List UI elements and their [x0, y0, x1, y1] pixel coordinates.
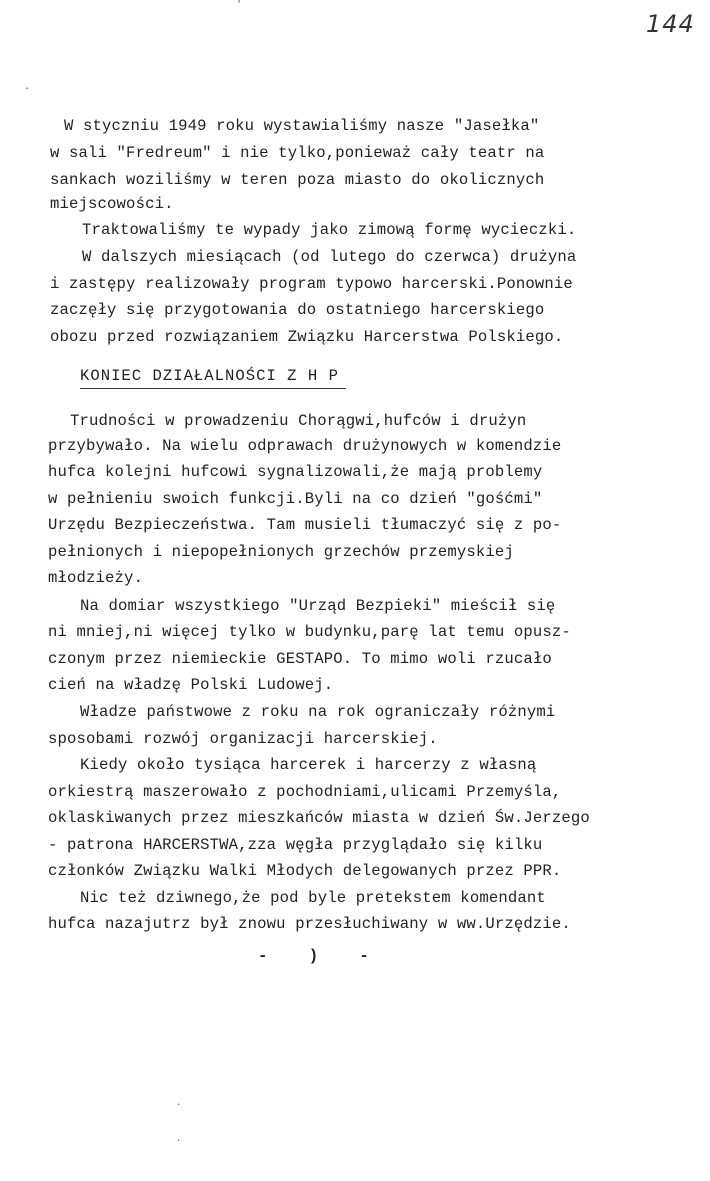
- text-line: W dalszych miesiącach (od lutego do czerwca) drużyna: [82, 248, 577, 266]
- text-line: przybywało. Na wielu odprawach drużynowych w komendzie: [48, 437, 562, 455]
- text-line: czonym przez niemieckie GESTAPO. To mimo woli rzucało: [48, 650, 552, 668]
- text-line: w sali "Fredreum" i nie tylko,ponieważ cały teatr na: [50, 144, 545, 162]
- text-line: orkiestrą maszerowało z pochodniami,ulicami Przemyśla,: [48, 783, 562, 801]
- text-line: młodzieży.: [48, 569, 144, 587]
- text-line: członków Związku Walki Młodych delegowanych przez PPR.: [48, 862, 562, 880]
- text-line: w pełnieniu swoich funkcji.Byli na co dzień "gośćmi": [48, 490, 543, 508]
- page-number: 144: [646, 10, 695, 38]
- text-line: obozu przed rozwiązaniem Związku Harcerstwa Polskiego.: [50, 328, 564, 346]
- text-line: i zastępy realizowały program typowo harcerski.Ponownie: [50, 275, 573, 293]
- stray-mark: ·: [24, 84, 31, 95]
- text-line: Traktowaliśmy te wypady jako zimową formę wycieczki.: [82, 221, 577, 239]
- text-line: Kiedy około tysiąca harcerek i harcerzy z własną: [80, 756, 537, 774]
- section-heading: KONIEC DZIAŁALNOŚCI Z H P: [80, 367, 339, 385]
- text-line: Nic też dziwnego,że pod byle pretekstem komendant: [80, 889, 546, 907]
- text-line: hufca kolejni hufcowi sygnalizowali,że mają problemy: [48, 463, 543, 481]
- text-line: zaczęły się przygotowania do ostatniego harcerskiego: [50, 301, 545, 319]
- stray-mark: ·: [176, 1136, 182, 1146]
- text-line: Na domiar wszystkiego "Urząd Bezpieki" mieścił się: [80, 597, 556, 615]
- text-line: miejscowości.: [50, 195, 174, 213]
- text-line: ni mniej,ni więcej tylko w budynku,parę lat temu opusz-: [48, 623, 571, 641]
- text-line: Urzędu Bezpieczeństwa. Tam musieli tłumaczyć się z po-: [48, 516, 562, 534]
- text-line: pełnionych i niepopełnionych grzechów przemyskiej: [48, 543, 514, 561]
- text-line: - patrona HARCERSTWA,zza węgła przyglądało się kilku: [48, 836, 543, 854]
- heading-underline: [80, 388, 346, 389]
- stray-mark: ·: [176, 1100, 182, 1110]
- text-line: Trudności w prowadzeniu Chorągwi,hufców i drużyn: [70, 412, 527, 430]
- text-line: sankach woziliśmy w teren poza miasto do okolicznych: [50, 171, 545, 189]
- text-line: hufca nazajutrz był znowu przesłuchiwany w ww.Urzędzie.: [48, 915, 571, 933]
- closing-mark: - ) -: [258, 947, 385, 965]
- text-line: sposobami rozwój organizacji harcerskiej.: [48, 730, 438, 748]
- text-line: oklaskiwanych przez mieszkańców miasta w dzień Św.Jerzego: [48, 809, 590, 827]
- stray-mark: ': [236, 0, 243, 11]
- text-line: W styczniu 1949 roku wystawialiśmy nasze "Jasełka": [64, 117, 540, 135]
- text-line: Władze państwowe z roku na rok ograniczały różnymi: [80, 703, 556, 721]
- text-line: cień na władzę Polski Ludowej.: [48, 676, 334, 694]
